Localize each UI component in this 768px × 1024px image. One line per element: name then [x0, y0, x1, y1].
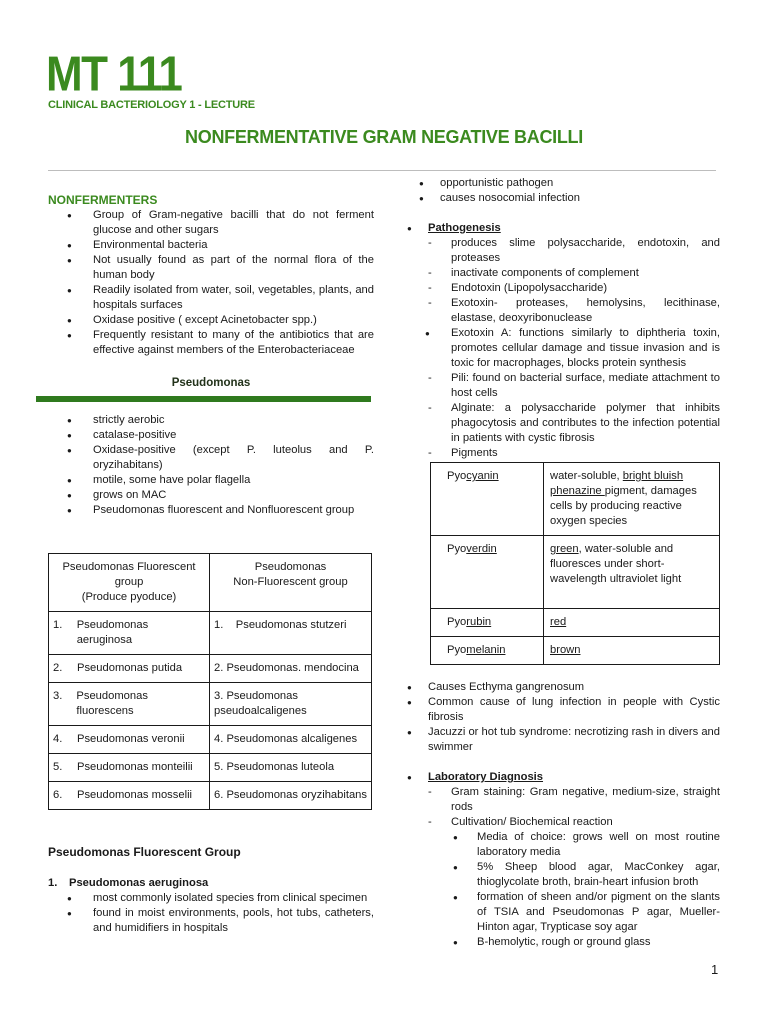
list-item: ● most commonly isolated species from clinical specimen	[48, 891, 374, 906]
fluorescent-group-section	[48, 845, 374, 936]
table-row	[49, 726, 372, 754]
pigment-suffix: melanin	[466, 644, 506, 656]
list-item: ● formation of sheen and/or pigment on the slants of TSIA and Pseudomonas P agar, Mueller-Hinton agar, Trypticase soy agar	[404, 890, 720, 935]
pigment-prefix: Pyo	[447, 616, 467, 628]
table-cell	[49, 655, 210, 683]
row-number: 4.	[53, 733, 63, 745]
nonfermenters-heading: NONFERMENTERS	[48, 193, 158, 207]
lab-diagnosis-heading: Laboratory Diagnosis	[428, 771, 544, 783]
item-title: Pseudomonas aeruginosa	[69, 877, 209, 889]
title-divider	[48, 170, 716, 171]
list-item: ● catalase-positive	[48, 428, 374, 443]
species-name: Pseudomonas aeruginosa	[76, 619, 149, 646]
table-row	[431, 637, 720, 665]
table-row	[431, 609, 720, 637]
pigment-suffix: rubin	[466, 616, 492, 628]
header-line: Non-Fluorescent group	[233, 576, 348, 588]
list-item: ● Jacuzzi or hot tub syndrome: necrotizing rash in divers and swimmer	[404, 725, 720, 755]
list-item: ● Not usually found as part of the normal flora of the human body	[48, 253, 374, 283]
pseudomonas-heading: Pseudomonas	[171, 377, 251, 389]
table-cell	[49, 612, 210, 655]
pigment-name	[431, 463, 544, 536]
left-column	[48, 176, 374, 518]
list-item: ● Group of Gram-negative bacilli that do not ferment glucose and other sugars	[48, 208, 374, 238]
item-number: 1.	[48, 877, 58, 889]
list-item: ● motile, some have polar flagella	[48, 473, 374, 488]
pigment-suffix: verdin	[466, 543, 497, 555]
species-name: Pseudomonas fluorescens	[76, 690, 148, 717]
clinical-lab-section	[404, 680, 720, 950]
pigment-prefix: Pyo	[447, 543, 467, 555]
clinical-points	[404, 680, 720, 755]
list-item: ● Oxidase-positive (except P. luteolus and P. oryzihabitans)	[48, 443, 374, 473]
fluorescent-group-header	[49, 554, 210, 612]
cultivation-list	[404, 830, 720, 950]
nonfermenters-list	[48, 208, 374, 358]
pigment-description	[544, 637, 720, 665]
desc-part: water-soluble,	[550, 470, 623, 482]
course-subtitle: CLINICAL BACTERIOLOGY 1 - LECTURE	[48, 99, 255, 111]
list-item: - Exotoxin- proteases, hemolysins, lecithinase, elastase, deoxyribonuclease	[404, 296, 720, 326]
list-item: ● Media of choice: grows well on most routine laboratory media	[404, 830, 720, 860]
pseudomonas-groups-table	[48, 553, 372, 810]
table-cell: 6. Pseudomonas oryzihabitans	[210, 782, 372, 810]
list-item: ● found in moist environments, pools, hot tubs, catheters, and humidifiers in hospitals	[48, 906, 374, 936]
table-row	[49, 754, 372, 782]
pathogenesis-heading: Pathogenesis	[428, 222, 501, 234]
pigment-description	[544, 609, 720, 637]
pathogenesis-section	[404, 221, 720, 236]
right-column	[404, 176, 720, 461]
page-number: 1	[711, 962, 719, 977]
lab-diagnosis-section	[404, 770, 720, 785]
pathogenesis-list-2	[404, 371, 720, 461]
desc-underlined: bright bluish phenazine	[550, 470, 684, 497]
pigment-name	[431, 609, 544, 637]
list-item: ● grows on MAC	[48, 488, 374, 503]
lab-diagnosis-list	[404, 785, 720, 830]
pigment-prefix: Pyo	[447, 470, 467, 482]
list-item	[404, 770, 720, 785]
pigment-name	[431, 637, 544, 665]
table-row	[49, 655, 372, 683]
list-item: - Pili: found on bacterial surface, mediate attachment to host cells	[404, 371, 720, 401]
pigment-description	[544, 536, 720, 609]
pseudomonas-section-header	[48, 376, 374, 402]
header-line: (Produce pyoduce)	[81, 591, 177, 603]
table-cell: 3. Pseudomonas pseudoalcaligenes	[210, 683, 372, 726]
list-item: - Pigments	[404, 446, 720, 461]
fluorescent-group-heading: Pseudomonas Fluorescent Group	[48, 845, 241, 859]
list-item: - Cultivation/ Biochemical reaction	[404, 815, 720, 830]
aeruginosa-points	[48, 891, 374, 936]
species-name: Pseudomonas mosselii	[77, 789, 193, 801]
document-title: NONFERMENTATIVE GRAM NEGATIVE BACILLI	[185, 127, 583, 147]
pigment-suffix: cyanin	[466, 470, 499, 482]
table-cell: 5. Pseudomonas luteola	[210, 754, 372, 782]
list-item: ● Frequently resistant to many of the antibiotics that are effective against members of the Enterobacteriaceae	[48, 328, 374, 358]
row-number: 6.	[53, 789, 63, 801]
desc-part: , water-soluble and fluoresces under short-wavelength ultraviolet light	[550, 543, 682, 585]
list-item: ● Pseudomonas fluorescent and Nonfluorescent group	[48, 503, 374, 518]
list-item: ● Common cause of lung infection in people with Cystic fibrosis	[404, 695, 720, 725]
row-number: 3.	[53, 690, 63, 702]
list-item: ● Exotoxin A: functions similarly to diphtheria toxin, promotes cellular damage and tissue invasion and is toxic for macrophages, blocks protein synthesis	[406, 326, 720, 371]
table-cell: 2. Pseudomonas. mendocina	[210, 655, 372, 683]
row-number: 5.	[53, 761, 63, 773]
table-row	[49, 683, 372, 726]
desc-underlined: red	[550, 616, 567, 628]
desc-part: pigment, damages cells by producing reactive oxygen species	[550, 485, 697, 527]
pseudomonas-list	[48, 413, 374, 518]
table-row	[431, 536, 720, 609]
row-number: 2.	[53, 662, 63, 674]
table-cell	[49, 726, 210, 754]
species-name: Pseudomonas putida	[77, 662, 183, 674]
nonfluorescent-group-header	[210, 554, 372, 612]
pigment-prefix: Pyo	[447, 644, 467, 656]
list-item: ● opportunistic pathogen	[416, 176, 720, 191]
table-cell: 4. Pseudomonas alcaligenes	[210, 726, 372, 754]
species-name: Pseudomonas veronii	[77, 733, 185, 745]
pigments-table	[430, 462, 720, 665]
header-line: Pseudomonas Fluorescent group	[62, 561, 196, 588]
desc-underlined: brown	[550, 644, 581, 656]
list-item: ● B-hemolytic, rough or ground glass	[404, 935, 720, 950]
row-number: 1.	[53, 619, 63, 631]
table-row	[49, 612, 372, 655]
table-cell: 1. Pseudomonas stutzeri	[210, 612, 372, 655]
table-row	[431, 463, 720, 536]
list-item: - produces slime polysaccharide, endotoxin, and proteases	[404, 236, 720, 266]
pigment-name	[431, 536, 544, 609]
list-item	[404, 221, 720, 236]
list-item: ● 5% Sheep blood agar, MacConkey agar, thioglycolate broth, brain-heart infusion broth	[404, 860, 720, 890]
species-name: Pseudomonas monteilii	[77, 761, 193, 773]
header-line: Pseudomonas	[254, 561, 327, 573]
pigment-description	[544, 463, 720, 536]
list-item: ● strictly aerobic	[48, 413, 374, 428]
table-cell	[49, 782, 210, 810]
list-item: ● Causes Ecthyma gangrenosum	[404, 680, 720, 695]
course-code: MT 111	[46, 46, 182, 102]
table-cell	[49, 683, 210, 726]
list-item: ● Oxidase positive ( except Acinetobacter spp.)	[48, 313, 374, 328]
top-points	[404, 176, 720, 206]
desc-underlined: green	[550, 543, 579, 555]
pathogenesis-list	[404, 236, 720, 326]
list-item: ● Readily isolated from water, soil, vegetables, plants, and hospitals surfaces	[48, 283, 374, 313]
list-item: - Alginate: a polysaccharide polymer that inhibits phagocytosis and contributes to the infection potential in patients with cystic fibrosis	[404, 401, 720, 446]
list-item: ● causes nosocomial infection	[416, 191, 720, 206]
table-header-row	[49, 554, 372, 612]
table-row	[49, 782, 372, 810]
list-item: - Endotoxin (Lipopolysaccharide)	[404, 281, 720, 296]
list-item: ● Environmental bacteria	[48, 238, 374, 253]
exotoxin-a	[406, 326, 720, 371]
item-heading	[48, 876, 374, 891]
table-cell	[49, 754, 210, 782]
section-bar	[36, 396, 371, 402]
list-item: - Gram staining: Gram negative, medium-size, straight rods	[404, 785, 720, 815]
list-item: - inactivate components of complement	[404, 266, 720, 281]
